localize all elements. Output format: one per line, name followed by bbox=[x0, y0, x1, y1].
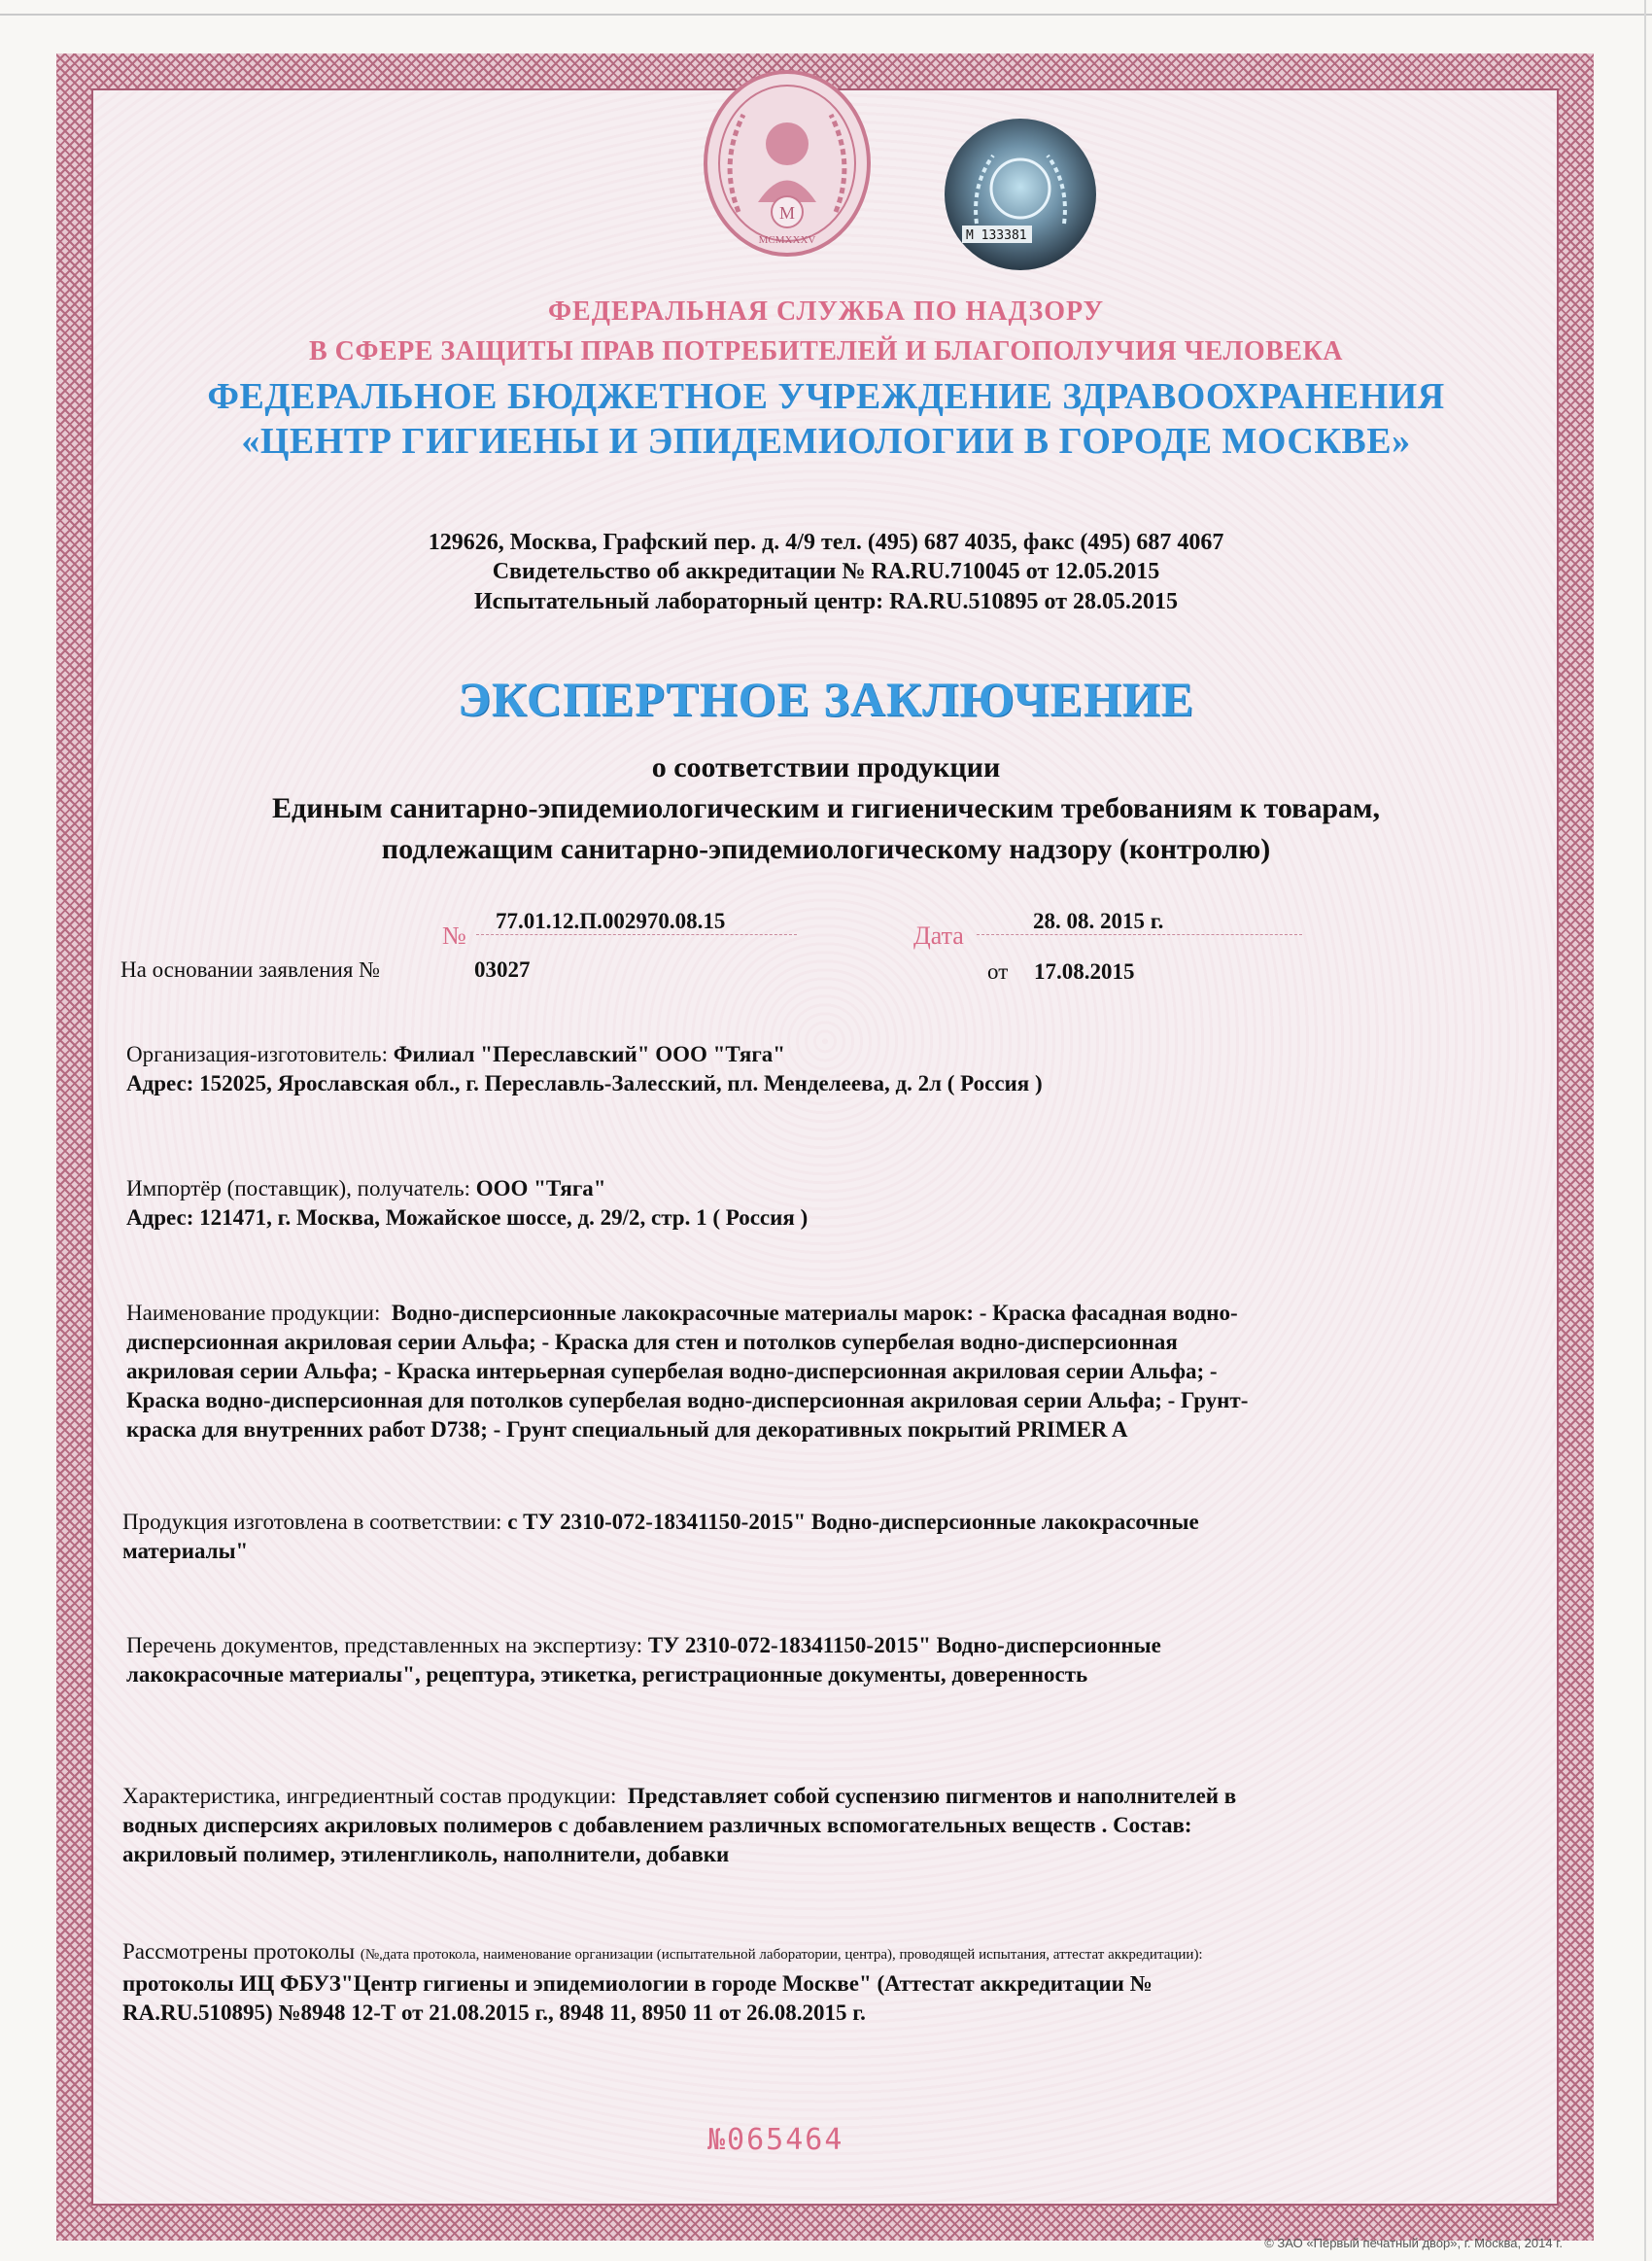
composition-line: акриловый полимер, этиленгликоль, наполнители, добавки bbox=[122, 1842, 730, 1866]
conformity-label: Продукция изготовлена в соответствии: bbox=[122, 1510, 502, 1534]
product-section bbox=[126, 1299, 1526, 1444]
protocols-line: протоколы ИЦ ФБУЗ"Центр гигиены и эпидемиологии в городе Москве" (Аттестат аккредитации № bbox=[122, 1971, 1153, 1996]
composition-line: водных дисперсиях акриловых полимеров с добавлением различных вспомогательных веществ . Состав: bbox=[122, 1813, 1192, 1837]
application-label: На основании заявления № bbox=[120, 957, 381, 982]
product-line: акриловая серии Альфа; - Краска интерьерная супербелая водно-дисперсионная акриловая серии Альфа; - bbox=[126, 1359, 1218, 1383]
document-title: ЭКСПЕРТНОЕ ЗАКЛЮЧЕНИЕ bbox=[458, 672, 1194, 726]
importer-address: Адрес: 121471, г. Москва, Можайское шоссе, д. 29/2, стр. 1 ( Россия ) bbox=[126, 1205, 809, 1230]
protocols-note: (№,дата протокола, наименование организации (испытательной лаборатории, центра), проводящей испытания, аттестат аккредитации): bbox=[360, 1947, 1203, 1963]
date-label: Дата bbox=[913, 922, 964, 950]
accreditation-certificate: Свидетельство об аккредитации № RA.RU.710045 от 12.05.2015 bbox=[492, 559, 1160, 584]
documents-line: лакокрасочные материалы", рецептура, этикетка, регистрационные документы, доверенность bbox=[126, 1662, 1088, 1687]
institution-address: 129626, Москва, Графский пер. д. 4/9 тел. (495) 687 4035, факс (495) 687 4067 bbox=[428, 530, 1224, 555]
institution-name-line2: «ЦЕНТР ГИГИЕНЫ И ЭПИДЕМИОЛОГИИ В ГОРОДЕ МОСКВЕ» bbox=[241, 421, 1411, 462]
protocols-line: RA.RU.510895) №8948 12-Т от 21.08.2015 г., 8948 11, 8950 11 от 26.08.2015 г. bbox=[122, 2000, 866, 2025]
testing-lab-center: Испытательный лабораторный центр: RA.RU.510895 от 28.05.2015 bbox=[474, 589, 1178, 614]
conclusion-number: 77.01.12.П.002970.08.15 bbox=[476, 909, 797, 935]
svg-text:M: M bbox=[778, 203, 796, 223]
conclusion-date: 28. 08. 2015 г. bbox=[977, 909, 1302, 935]
manufacturer-label: Организация-изготовитель: bbox=[126, 1042, 389, 1066]
form-serial-number: №065464 bbox=[707, 2123, 844, 2157]
composition-label: Характеристика, ингредиентный состав продукции: bbox=[122, 1784, 617, 1808]
documents-section bbox=[126, 1631, 1526, 1689]
hologram-number: M 133381 bbox=[966, 228, 1027, 243]
protocols-label: Рассмотрены протоколы bbox=[122, 1939, 356, 1964]
application-date-label: от bbox=[987, 959, 1009, 984]
product-line: дисперсионная акриловая серии Альфа; - Краска для стен и потолков супербелая водно-дисперсионная bbox=[126, 1330, 1178, 1354]
printer-copyright: © ЗАО «Первый печатный двор», г. Москва, 2014 г. bbox=[1264, 2236, 1563, 2250]
document-subtitle-line1: о соответствии продукции bbox=[651, 751, 1001, 783]
documents-line: ТУ 2310-072-18341150-2015" Водно-дисперсионные bbox=[647, 1633, 1161, 1657]
conformity-line: материалы" bbox=[122, 1539, 249, 1563]
application-number: 03027 bbox=[474, 957, 531, 982]
document-subtitle-line3: подлежащим санитарно-эпидемиологическому надзору (контролю) bbox=[381, 833, 1271, 865]
importer-name: ООО "Тяга" bbox=[475, 1176, 606, 1200]
documents-label: Перечень документов, представленных на экспертизу: bbox=[126, 1633, 643, 1657]
manufacturer-address: Адрес: 152025, Ярославская обл., г. Переславль-Залесский, пл. Менделеева, д. 2л ( Россия ) bbox=[126, 1071, 1043, 1096]
hologram-sticker bbox=[943, 117, 1098, 272]
agency-name-line2: В СФЕРЕ ЗАЩИТЫ ПРАВ ПОТРЕБИТЕЛЕЙ И БЛАГОПОЛУЧИЯ ЧЕЛОВЕКА bbox=[309, 336, 1343, 366]
composition-section bbox=[122, 1782, 1522, 1869]
document-subtitle-line2: Единым санитарно-эпидемиологическим и гигиеническим требованиям к товарам, bbox=[272, 792, 1380, 824]
product-line: Краска водно-дисперсионная для потолков супербелая водно-дисперсионная акриловая серии Альфа; - Грунт- bbox=[126, 1388, 1249, 1412]
institution-name-line1: ФЕДЕРАЛЬНОЕ БЮДЖЕТНОЕ УЧРЕЖДЕНИЕ ЗДРАВООХРАНЕНИЯ bbox=[207, 376, 1445, 417]
agency-name-line1: ФЕДЕРАЛЬНАЯ СЛУЖБА ПО НАДЗОРУ bbox=[547, 296, 1105, 327]
conformity-line: с ТУ 2310-072-18341150-2015" Водно-дисперсионные лакокрасочные bbox=[507, 1510, 1199, 1534]
importer-section bbox=[126, 1174, 1526, 1233]
protocols-section bbox=[122, 1937, 1541, 2028]
product-line: Водно-дисперсионные лакокрасочные материалы марок: - Краска фасадная водно- bbox=[391, 1301, 1238, 1325]
institution-seal-emblem bbox=[700, 66, 875, 261]
conformity-section bbox=[122, 1508, 1522, 1566]
manufacturer-name: Филиал "Переславский" ООО "Тяга" bbox=[393, 1042, 786, 1066]
composition-line: Представляет собой суспензию пигментов и наполнителей в bbox=[627, 1784, 1237, 1808]
application-date: 17.08.2015 bbox=[1034, 959, 1135, 984]
seal-year-text: MCMXXXV bbox=[758, 234, 816, 246]
scan-edge bbox=[0, 14, 1652, 16]
product-label: Наименование продукции: bbox=[126, 1301, 381, 1325]
importer-label: Импортёр (поставщик), получатель: bbox=[126, 1176, 470, 1200]
product-line: краска для внутренних работ D738; - Грунт специальный для декоративных покрытий PRIMER A bbox=[126, 1417, 1128, 1442]
number-label: № bbox=[442, 922, 466, 950]
manufacturer-section bbox=[126, 1040, 1526, 1098]
